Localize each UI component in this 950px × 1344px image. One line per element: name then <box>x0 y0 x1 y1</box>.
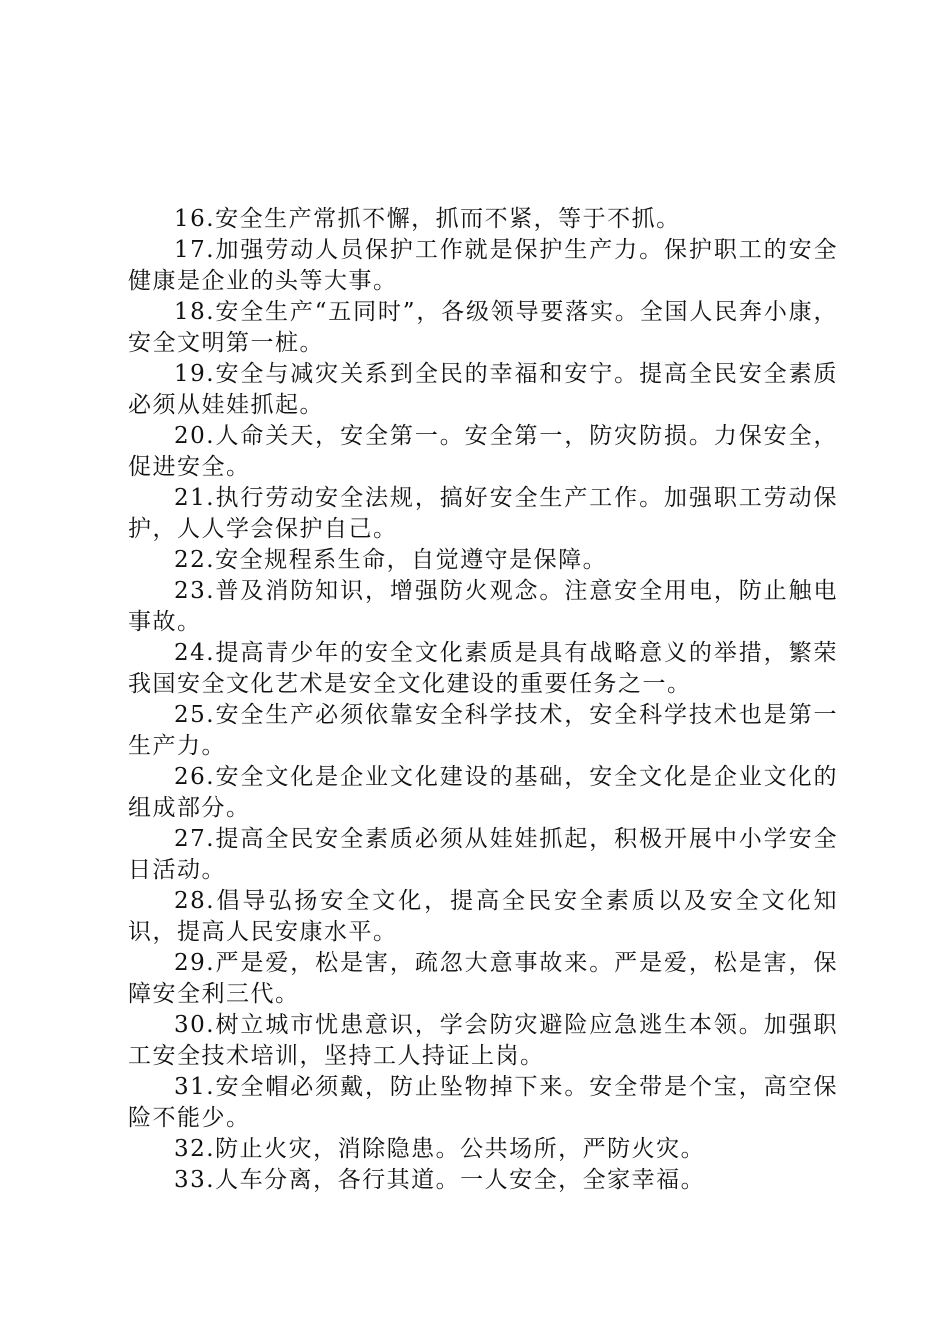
slogan-25: 25.安全生产必须依靠安全科学技术，安全科学技术也是第一生产力。 <box>128 702 838 759</box>
slogan-33: 33.人车分离，各行其道。一人安全，全家幸福。 <box>174 1167 706 1193</box>
slogan-18: 18.安全生产“五同时”，各级领导要落实。全国人民奔小康，安全文明第一桩。 <box>128 299 838 356</box>
slogan-32: 32.防止火灾，消除隐患。公共场所，严防火灾。 <box>174 1136 706 1162</box>
slogan-26: 26.安全文化是企业文化建设的基础，安全文化是企业文化的组成部分。 <box>128 764 838 821</box>
slogan-22: 22.安全规程系生命，自觉遵守是保障。 <box>174 547 608 573</box>
slogan-29: 29.严是爱，松是害，疏忽大意事故来。严是爱，松是害，保障安全利三代。 <box>128 950 838 1007</box>
slogan-19: 19.安全与减灾关系到全民的幸福和安宁。提高全民安全素质必须从娃娃抓起。 <box>128 361 838 418</box>
slogan-23: 23.普及消防知识，增强防火观念。注意安全用电，防止触电事故。 <box>128 578 838 635</box>
slogan-31: 31.安全帽必须戴，防止坠物掉下来。安全带是个宝，高空保险不能少。 <box>128 1074 838 1131</box>
slogan-24: 24.提高青少年的安全文化素质是具有战略意义的举措，繁荣我国安全文化艺术是安全文化建设的重要任务之一。 <box>128 640 838 697</box>
slogan-21: 21.执行劳动安全法规，搞好安全生产工作。加强职工劳动保护，人人学会保护自己。 <box>128 485 838 542</box>
slogan-16: 16.安全生产常抓不懈，抓而不紧，等于不抓。 <box>174 206 681 232</box>
document-body <box>128 204 838 1196</box>
slogan-28: 28.倡导弘扬安全文化，提高全民安全素质以及安全文化知识，提高人民安康水平。 <box>128 888 838 945</box>
slogan-20: 20.人命关天，安全第一。安全第一，防灾防损。力保安全，促进安全。 <box>128 423 838 480</box>
slogan-30: 30.树立城市忧患意识，学会防灾避险应急逃生本领。加强职工安全技术培训，坚持工人持证上岗。 <box>128 1012 838 1069</box>
slogan-17: 17.加强劳动人员保护工作就是保护生产力。保护职工的安全健康是企业的头等大事。 <box>128 237 838 294</box>
slogan-27: 27.提高全民安全素质必须从娃娃抓起，积极开展中小学安全日活动。 <box>128 826 838 883</box>
